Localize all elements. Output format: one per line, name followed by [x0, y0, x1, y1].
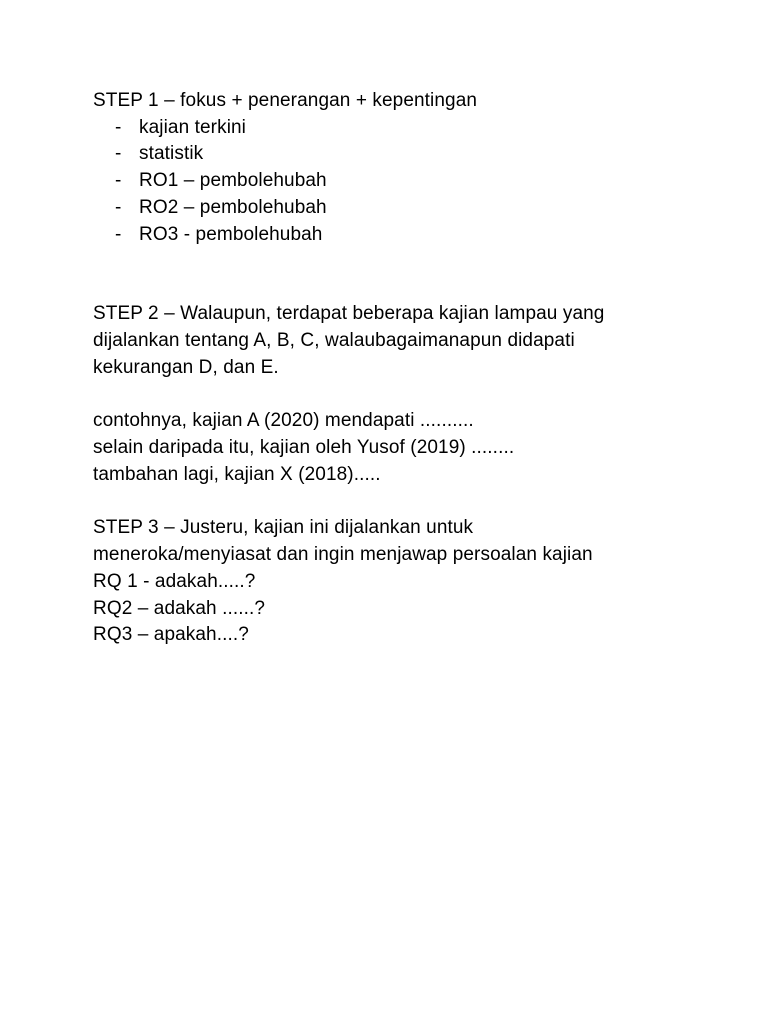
section-spacer [93, 248, 733, 301]
step1-bullet-list [93, 115, 733, 249]
step2-line: kekurangan D, dan E. [93, 356, 279, 378]
bullet-marker: - [115, 170, 122, 192]
list-item [93, 115, 733, 142]
research-question-line: RQ2 – adakah ......? [93, 597, 266, 619]
list-item-text: statistik [139, 143, 204, 165]
example-line: selain daripada itu, kajian oleh Yusof (2019) ........ [93, 437, 515, 459]
step2-section [93, 301, 733, 381]
list-item-text: kajian terkini [139, 116, 247, 138]
list-item [93, 168, 733, 195]
list-item [93, 141, 733, 168]
bullet-marker: - [115, 196, 122, 218]
bullet-marker: - [115, 116, 122, 138]
list-item-text: RO1 – pembolehubah [139, 170, 327, 192]
example-line: contohnya, kajian A (2020) mendapati .......... [93, 410, 474, 432]
example-line: tambahan lagi, kajian X (2018)..... [93, 463, 381, 485]
research-question-line: RQ3 – apakah....? [93, 624, 249, 646]
step3-section [93, 515, 733, 649]
list-item-text: RO2 – pembolehubah [139, 196, 327, 218]
paragraph-spacer [93, 488, 733, 515]
paragraph-spacer [93, 381, 733, 408]
list-item [93, 222, 733, 249]
bullet-marker: - [115, 223, 122, 245]
research-question-line: RQ 1 - adakah.....? [93, 570, 256, 592]
step2-line: STEP 2 – Walaupun, terdapat beberapa kajian lampau yang [93, 303, 605, 325]
document-body [93, 88, 733, 649]
step1-heading: STEP 1 – fokus + penerangan + kepentingan [93, 90, 478, 111]
step2-examples [93, 408, 733, 488]
step3-line: STEP 3 – Justeru, kajian ini dijalankan untuk [93, 517, 474, 539]
list-item [93, 195, 733, 222]
step3-line: meneroka/menyiasat dan ingin menjawap persoalan kajian [93, 544, 593, 566]
step1-section [93, 88, 733, 248]
bullet-marker: - [115, 143, 122, 165]
list-item-text: RO3 - pembolehubah [139, 223, 323, 245]
step2-line: dijalankan tentang A, B, C, walaubagaimanapun didapati [93, 329, 575, 351]
